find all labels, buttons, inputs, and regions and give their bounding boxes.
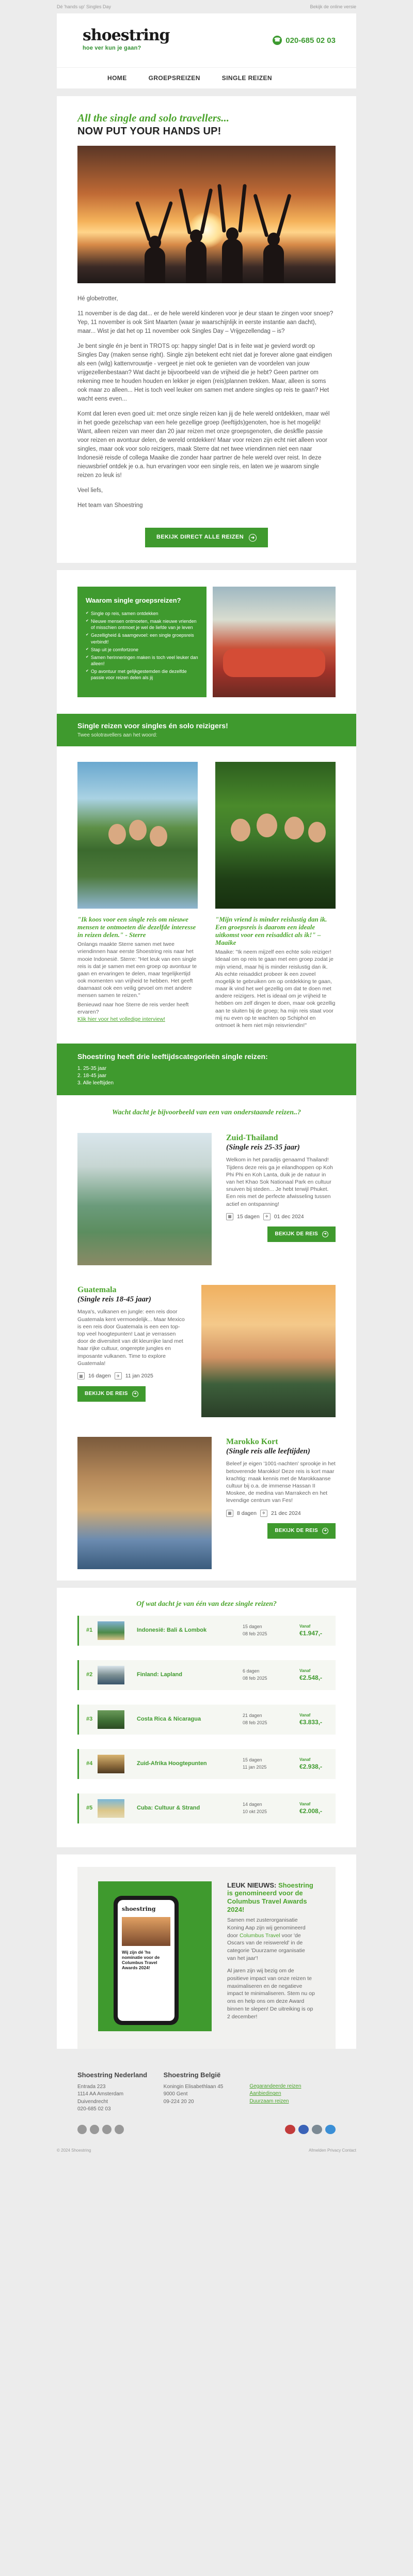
destination-days: 21 dagen	[243, 1713, 262, 1719]
email-container	[57, 13, 356, 2141]
hero-section	[57, 96, 356, 563]
review-maaike	[215, 762, 336, 1029]
header	[57, 13, 356, 67]
hero-subtitle: All the single and solo travellers...	[77, 112, 230, 124]
age-title: Shoestring heeft drie leeftijdscategorieën single reizen:	[77, 1052, 268, 1061]
preheader	[0, 0, 413, 13]
nav-bar	[57, 67, 356, 89]
footer-link[interactable]: Aanbiedingen	[249, 2091, 281, 2097]
review-text: Maaike: "Ik neem mijzelf een echte solo reiziger! Ideaal om op reis te gaan met een groep zodat je mijn vriend, maar hij is minder reislustig dan ik. Als echte reisaddict probeer ik een zoveel mogelijk te gebruiken om op ontdekking te gaan, maar ik vind het wel gezellig om dat te doen met andere reizigers. Het is ideaal om je vrijheid te hebben om zelf dingen te doen, maar ook gezellig aan te sluiten bij de groep; ha mijn reis staat voor mij nu even op te wachten op Schiphol en ontmoet ik hem niet mijn reisvriendin!"	[215, 949, 336, 1029]
destination-days: 15 dagen	[243, 1757, 262, 1763]
calamiteitenfonds-badge-icon	[312, 2125, 322, 2134]
trip-card	[57, 1429, 356, 1581]
destination-row[interactable]	[77, 1616, 336, 1646]
trip-card	[57, 1277, 356, 1429]
price-label: Vanaf	[299, 1668, 311, 1673]
destinations-section	[57, 1588, 356, 1847]
arrow-right-icon: ➜	[249, 534, 257, 542]
footer-link[interactable]: Gegarandeerde reizen	[249, 2083, 301, 2089]
trip-days: 15 dagen	[237, 1213, 260, 1220]
destination-row[interactable]	[77, 1749, 336, 1779]
view-all-trips-button[interactable]	[145, 528, 268, 547]
view-trip-label: BEKIJK DE REIS	[85, 1390, 128, 1397]
trip-days: 16 dagen	[88, 1372, 111, 1379]
linkedin-icon[interactable]	[115, 2125, 124, 2134]
destination-name: Indonesië: Bali & Lombok	[137, 1627, 207, 1634]
news-paragraph-2: Al jaren zijn wij bezig om de positieve impact van onze reizen te maximaliseren en de negatieve impact te minimaliseren. Stem nu op ons en help ons om deze Award binnen te slepen! De uitreiking is op 2 december!	[227, 1968, 315, 2020]
preheader-text: Dé 'hands up' Singles Day	[57, 4, 111, 9]
intro-closing: Veel liefs,	[77, 487, 103, 494]
destination-number: #2	[86, 1672, 93, 1678]
logo-wordmark: shoestring	[83, 26, 170, 45]
footer-nl-phone[interactable]: 020-685 02 03	[77, 2106, 111, 2112]
trip-date: 01 dec 2024	[274, 1213, 304, 1220]
destination-price: €1.947,-	[299, 1630, 323, 1637]
destination-number: #3	[86, 1716, 93, 1723]
trip-title: Marokko Kort	[226, 1437, 278, 1447]
view-trip-button[interactable]	[77, 1386, 146, 1402]
why-item: ✔ Stap uit je comfortzone	[86, 647, 198, 653]
destination-name: Cuba: Cultuur & Strand	[137, 1805, 200, 1812]
age-item: 1. 25-35 jaar	[77, 1065, 107, 1071]
nav-home[interactable]: HOME	[107, 74, 127, 82]
intro-paragraph-2: Je bent single én je bent in TROTS op: happy single! Dat is in feite wat je gevierd wordt op Singles Day (maken sense right). Single zijn betekent echt niet dat je forever alone gaat eindigen als een (wilg) kattenvrouwtje - vergeet je niet ook te genieten van de voordelen van jouw vrijgezellenbestaan? Wat dacht je bijvoorbeeld van de vrijheid die je hebt? Geen partner om rekening mee te houden houden en lekker je eigen (reis)plannen trekken. Maar, alleen is soms ook maar zo alleen... Het is toch veel leuker om samen met andere singles op reis te gaan? Het wacht eens even...	[77, 343, 332, 403]
footer-nl-line: Entrada 223	[77, 2083, 106, 2090]
review-interview-link[interactable]: Klik hier voor het volledige interview!	[77, 1016, 165, 1022]
phone-icon: ☎	[273, 36, 282, 45]
price-label: Vanaf	[299, 1623, 311, 1629]
destination-thumbnail	[98, 1710, 124, 1729]
destination-date: 08 feb 2025	[243, 1720, 267, 1725]
trip-date: 21 dec 2024	[271, 1510, 301, 1516]
news-title	[227, 1881, 315, 1913]
trip-title: Zuid-Thailand	[226, 1133, 278, 1143]
why-box	[77, 587, 206, 697]
review-image-sterre	[77, 762, 198, 909]
reviews-section	[57, 746, 356, 1044]
bottom-bar	[0, 2141, 413, 2165]
destination-date: 11 jan 2025	[243, 1764, 267, 1770]
view-trip-button[interactable]	[267, 1226, 336, 1242]
arrow-right-icon: ➜	[322, 1231, 328, 1237]
intro-text	[57, 283, 356, 522]
trip-image-thailand	[77, 1133, 212, 1265]
news-title-prefix: LEUK NIEUWS:	[227, 1881, 277, 1889]
destination-thumbnail	[98, 1621, 124, 1640]
phone-mockup	[114, 1896, 179, 2025]
phone-link[interactable]	[273, 35, 336, 46]
logo[interactable]	[83, 28, 170, 52]
footer	[57, 2061, 356, 2119]
destination-price: €2.938,-	[299, 1763, 323, 1771]
phone-number: 020-685 02 03	[285, 36, 336, 45]
why-item: ✔ Gezelligheid & saamgevoel: een single groepsreis verbindt!	[86, 632, 198, 645]
price-label: Vanaf	[299, 1757, 311, 1762]
anvr-badge-icon	[285, 2125, 295, 2134]
review-text-more: Benieuwd naar hoe Sterre de reis verder heeft ervaren?	[77, 1001, 189, 1015]
award-image	[98, 1881, 212, 2031]
calendar-icon: ▦	[226, 1213, 233, 1220]
destination-number: #4	[86, 1760, 93, 1767]
trip-subtitle: (Single reis 25-35 jaar)	[226, 1143, 300, 1152]
footer-nl-line: 1114 AA Amsterdam	[77, 2091, 124, 2097]
news-wrapper	[57, 1854, 356, 2049]
review-sterre	[77, 762, 198, 1029]
unsubscribe-links[interactable]: Afmelden Privacy Contact	[308, 2148, 356, 2153]
destination-number: #5	[86, 1805, 93, 1812]
why-item: ✔ Nieuwe mensen ontmoeten, maak nieuwe vrienden of misschien ontmoet je wel de liefde van je leven	[86, 618, 198, 631]
trips-title: Wacht dacht je bijvoorbeeld van een van onderstaande reizen..?	[112, 1108, 301, 1116]
destination-row[interactable]	[77, 1793, 336, 1823]
footer-icons	[57, 2119, 356, 2141]
destination-row[interactable]	[77, 1705, 336, 1735]
news-title-highlight: Shoestring is genomineerd voor de Columbus Travel Awards 2024!	[227, 1881, 313, 1913]
destination-date: 08 feb 2025	[243, 1631, 267, 1636]
nav-single-reizen[interactable]: SINGLE REIZEN	[221, 74, 272, 82]
trip-image-marokko	[77, 1437, 212, 1569]
copyright: © 2024 Shoestring	[57, 2148, 91, 2153]
trip-card	[57, 1125, 356, 1277]
destination-date: 08 feb 2025	[243, 1675, 267, 1681]
reviews-band-subtitle: Twee solotravellers aan het woord:	[77, 732, 157, 739]
news-paragraph-1b: voor 'de Oscars van de reiswereld' in de categorie 'Duurzame organisatie van het jaar'!	[227, 1932, 305, 1961]
review-image-maaike	[215, 762, 336, 909]
view-all-trips-label: BEKIJK DIRECT ALLE REIZEN	[156, 534, 244, 541]
destination-thumbnail	[98, 1799, 124, 1818]
destination-row[interactable]	[77, 1660, 336, 1690]
why-title: Waarom single groepsreizen?	[86, 596, 181, 604]
calendar-icon: ▦	[226, 1510, 233, 1517]
why-item: ✔ Single op reis, samen ontdekken	[86, 610, 198, 617]
view-trip-label: BEKIJK DE REIS	[275, 1528, 318, 1534]
footer-link[interactable]: Duurzaam reizen	[249, 2098, 289, 2104]
destination-name: Costa Rica & Nicaragua	[137, 1716, 201, 1723]
instagram-icon[interactable]	[90, 2125, 99, 2134]
sgr-badge-icon	[298, 2125, 309, 2134]
columbus-travel-link[interactable]: Columbus Travel	[239, 1932, 280, 1939]
age-categories	[57, 1044, 356, 1095]
trip-title: Guatemala	[77, 1285, 117, 1295]
trip-date: 11 jan 2025	[125, 1372, 153, 1379]
arrow-right-icon: ➜	[132, 1391, 138, 1397]
phone-logo: shoestring	[122, 1905, 156, 1912]
destination-number: #1	[86, 1627, 93, 1634]
destination-price: €3.833,-	[299, 1719, 323, 1726]
age-item: 2. 18-45 jaar	[77, 1072, 107, 1079]
phone-text: Wij zijn dé 'hs nominatie voor de Columbus Travel Awards 2024!	[122, 1950, 160, 1970]
view-trip-label: BEKIJK DE REIS	[275, 1231, 318, 1237]
trip-subtitle: (Single reis alle leeftijden)	[226, 1447, 310, 1456]
view-trip-button[interactable]	[267, 1523, 336, 1539]
reviews-band-title: Single reizen voor singles én solo reizigers!	[77, 721, 228, 730]
destination-name: Zuid-Afrika Hoogtepunten	[137, 1760, 207, 1767]
footer-be-title: Shoestring België	[163, 2071, 221, 2079]
departure-icon: ✈	[115, 1372, 122, 1379]
destination-days: 15 dagen	[243, 1624, 262, 1630]
youtube-icon[interactable]	[102, 2125, 112, 2134]
destination-days: 6 dagen	[243, 1668, 260, 1674]
destinations-title: Of wat dacht je van één van deze single reizen?	[136, 1600, 277, 1608]
why-section	[57, 570, 356, 714]
departure-icon: ✈	[260, 1510, 267, 1517]
trip-description: Maya's, vulkanen en jungle: een reis door Guatemala kent vermoedelijk... Maar Mexico is een reis door Guatemala is een een top-top veel hoogtepunten! Laat je verrassen door de diversiteit van dit kleurrijke land met haar rijke cultuur, ongerepte jungles en imposante vulkanen. Time to explore Guatemala!	[77, 1309, 185, 1367]
facebook-icon[interactable]	[77, 2125, 87, 2134]
trip-subtitle: (Single reis 18-45 jaar)	[77, 1295, 151, 1304]
intro-greeting: Hé globetrotter,	[77, 296, 118, 302]
review-quote: "Ik koos voor een single reis om nieuwe mensen te ontmoeten die dezelfde interesse in reizen delen." - Sterre	[77, 915, 196, 939]
calendar-icon: ▦	[77, 1372, 85, 1379]
rafting-image	[213, 587, 336, 697]
travelife-badge-icon	[325, 2125, 336, 2134]
intro-paragraph-1: 11 november is de dag dat... er de hele wereld kinderen voor je deur staan te zingen voor snoep? Yep, 11 november is ook Sint Maarten (waar je waarschijnlijk in eerste instantie aan dacht), maar... Wist je dat het op 11 november ook Singles Day – Vrijgezellendag – is?	[77, 311, 333, 335]
footer-be-phone[interactable]: 09-224 20 20	[163, 2098, 194, 2105]
reviews-band	[57, 714, 356, 747]
age-item: 3. Alle leeftijden	[77, 1080, 114, 1086]
nav-groepsreizen[interactable]: GROEPSREIZEN	[148, 74, 200, 82]
destination-thumbnail	[98, 1666, 124, 1684]
destination-price: €2.548,-	[299, 1674, 323, 1682]
trip-description: Beleef je eigen '1001-nachten' sprookje in het betoverende Marokko! Deze reis is kort maar krachtig: maak kennis met de Marokkaanse cultuur bij o.a. de immense Hassan II Moskee, de medina van Marrakech en het levendige centrum van Fes!	[226, 1461, 336, 1504]
price-label: Vanaf	[299, 1712, 311, 1718]
intro-signature: Het team van Shoestring	[77, 502, 143, 509]
hero-title: NOW PUT YOUR HANDS UP!	[77, 126, 221, 137]
trip-description: Welkom in het paradijs genaamd Thailand! Tijdens deze reis ga je eilandhoppen op Koh Phi Phi en Koh Lanta, duik je de natuur in van het Khao Sok Nationaal Park en cultuur snuiven bij steden... Je hebt terwijl Phuket. Een reis met de perfecte afwisseling tussen actief en ontspanning!	[226, 1157, 333, 1207]
destination-thumbnail	[98, 1755, 124, 1773]
footer-be-line: Koningin Elisabethlaan 45	[163, 2083, 224, 2090]
news-section	[77, 1867, 336, 2049]
logo-tagline: hoe ver kun je gaan?	[83, 45, 141, 52]
destination-days: 14 dagen	[243, 1802, 262, 1807]
destination-price: €2.008,-	[299, 1807, 323, 1815]
footer-nl-title: Shoestring Nederland	[77, 2071, 148, 2079]
destination-name: Finland: Lapland	[137, 1672, 182, 1678]
why-item: ✔ Samen herinneringen maken is toch veel leuker dan alleen!	[86, 654, 198, 667]
view-online-link[interactable]: Bekijk de online versie	[310, 4, 356, 9]
news-paragraph-1: Samen met zusterorganisatie Koning Aap zijn wij genomineerd door	[227, 1917, 306, 1939]
destination-date: 10 okt 2025	[243, 1808, 267, 1814]
departure-icon: ✈	[263, 1213, 271, 1220]
arrow-right-icon: ➜	[322, 1528, 328, 1534]
hero-image	[77, 146, 336, 283]
footer-be-line: 9000 Gent	[163, 2091, 188, 2097]
intro-paragraph-3: Komt dat leren even goed uit: met onze single reizen kan jij de hele wereld ontdekken, maar wél in het goede gezelschap van een hele gezellige groep (leeftijds)genoten, hoe is het mogelijk! Want, alleen reizen van meer dan 20 jaar reizen met onze groepsgenoten, die deskflle passie voor reizen en avontuur delen, de wereld ontdekken! Maar voor reizen zijn echt niet alleen voor singles, maar ook voor solo reizigers, maak Sterre dat net twee vriendinnen niet een naar Indonesië reisde of collega Maaike die zonder haar partner de hele wereld over reist. In deze nieuwsbrief ontdek je o.a. hun ervaringen voor een single reis, en laten we je waarom single reizen zo leuk is!	[77, 411, 330, 479]
trip-image-guatemala	[201, 1285, 336, 1417]
footer-nl-line: Duivendrecht	[77, 2098, 108, 2105]
why-item: ✔ Op avontuur met gelijkgestemden die dezelfde passie voor reizen delen als jij	[86, 668, 198, 681]
why-list	[86, 610, 198, 681]
review-text: Onlangs maakte Sterre samen met twee vriendinnen haar eerste Shoestring reis naar het mooie Indonesië. Sterre: "Het leuk van een single reis is dat je samen met een groep op avontuur te gaan en ervaringen te delen, maar tegelijkertijd ook momenten van vrijheid te hebben. Het geeft daarnaast ook een veilig gevoel om met andere mensen samen te reizen."	[77, 941, 197, 999]
trip-days: 8 dagen	[237, 1510, 257, 1516]
trips-section	[57, 1095, 356, 1581]
review-quote: "Mijn vriend is minder reislustig dan ik. Een groepsreis is daarom een ideale uitkomst voor een reisaddict als ik!" – Maaike	[215, 915, 327, 947]
price-label: Vanaf	[299, 1801, 311, 1806]
